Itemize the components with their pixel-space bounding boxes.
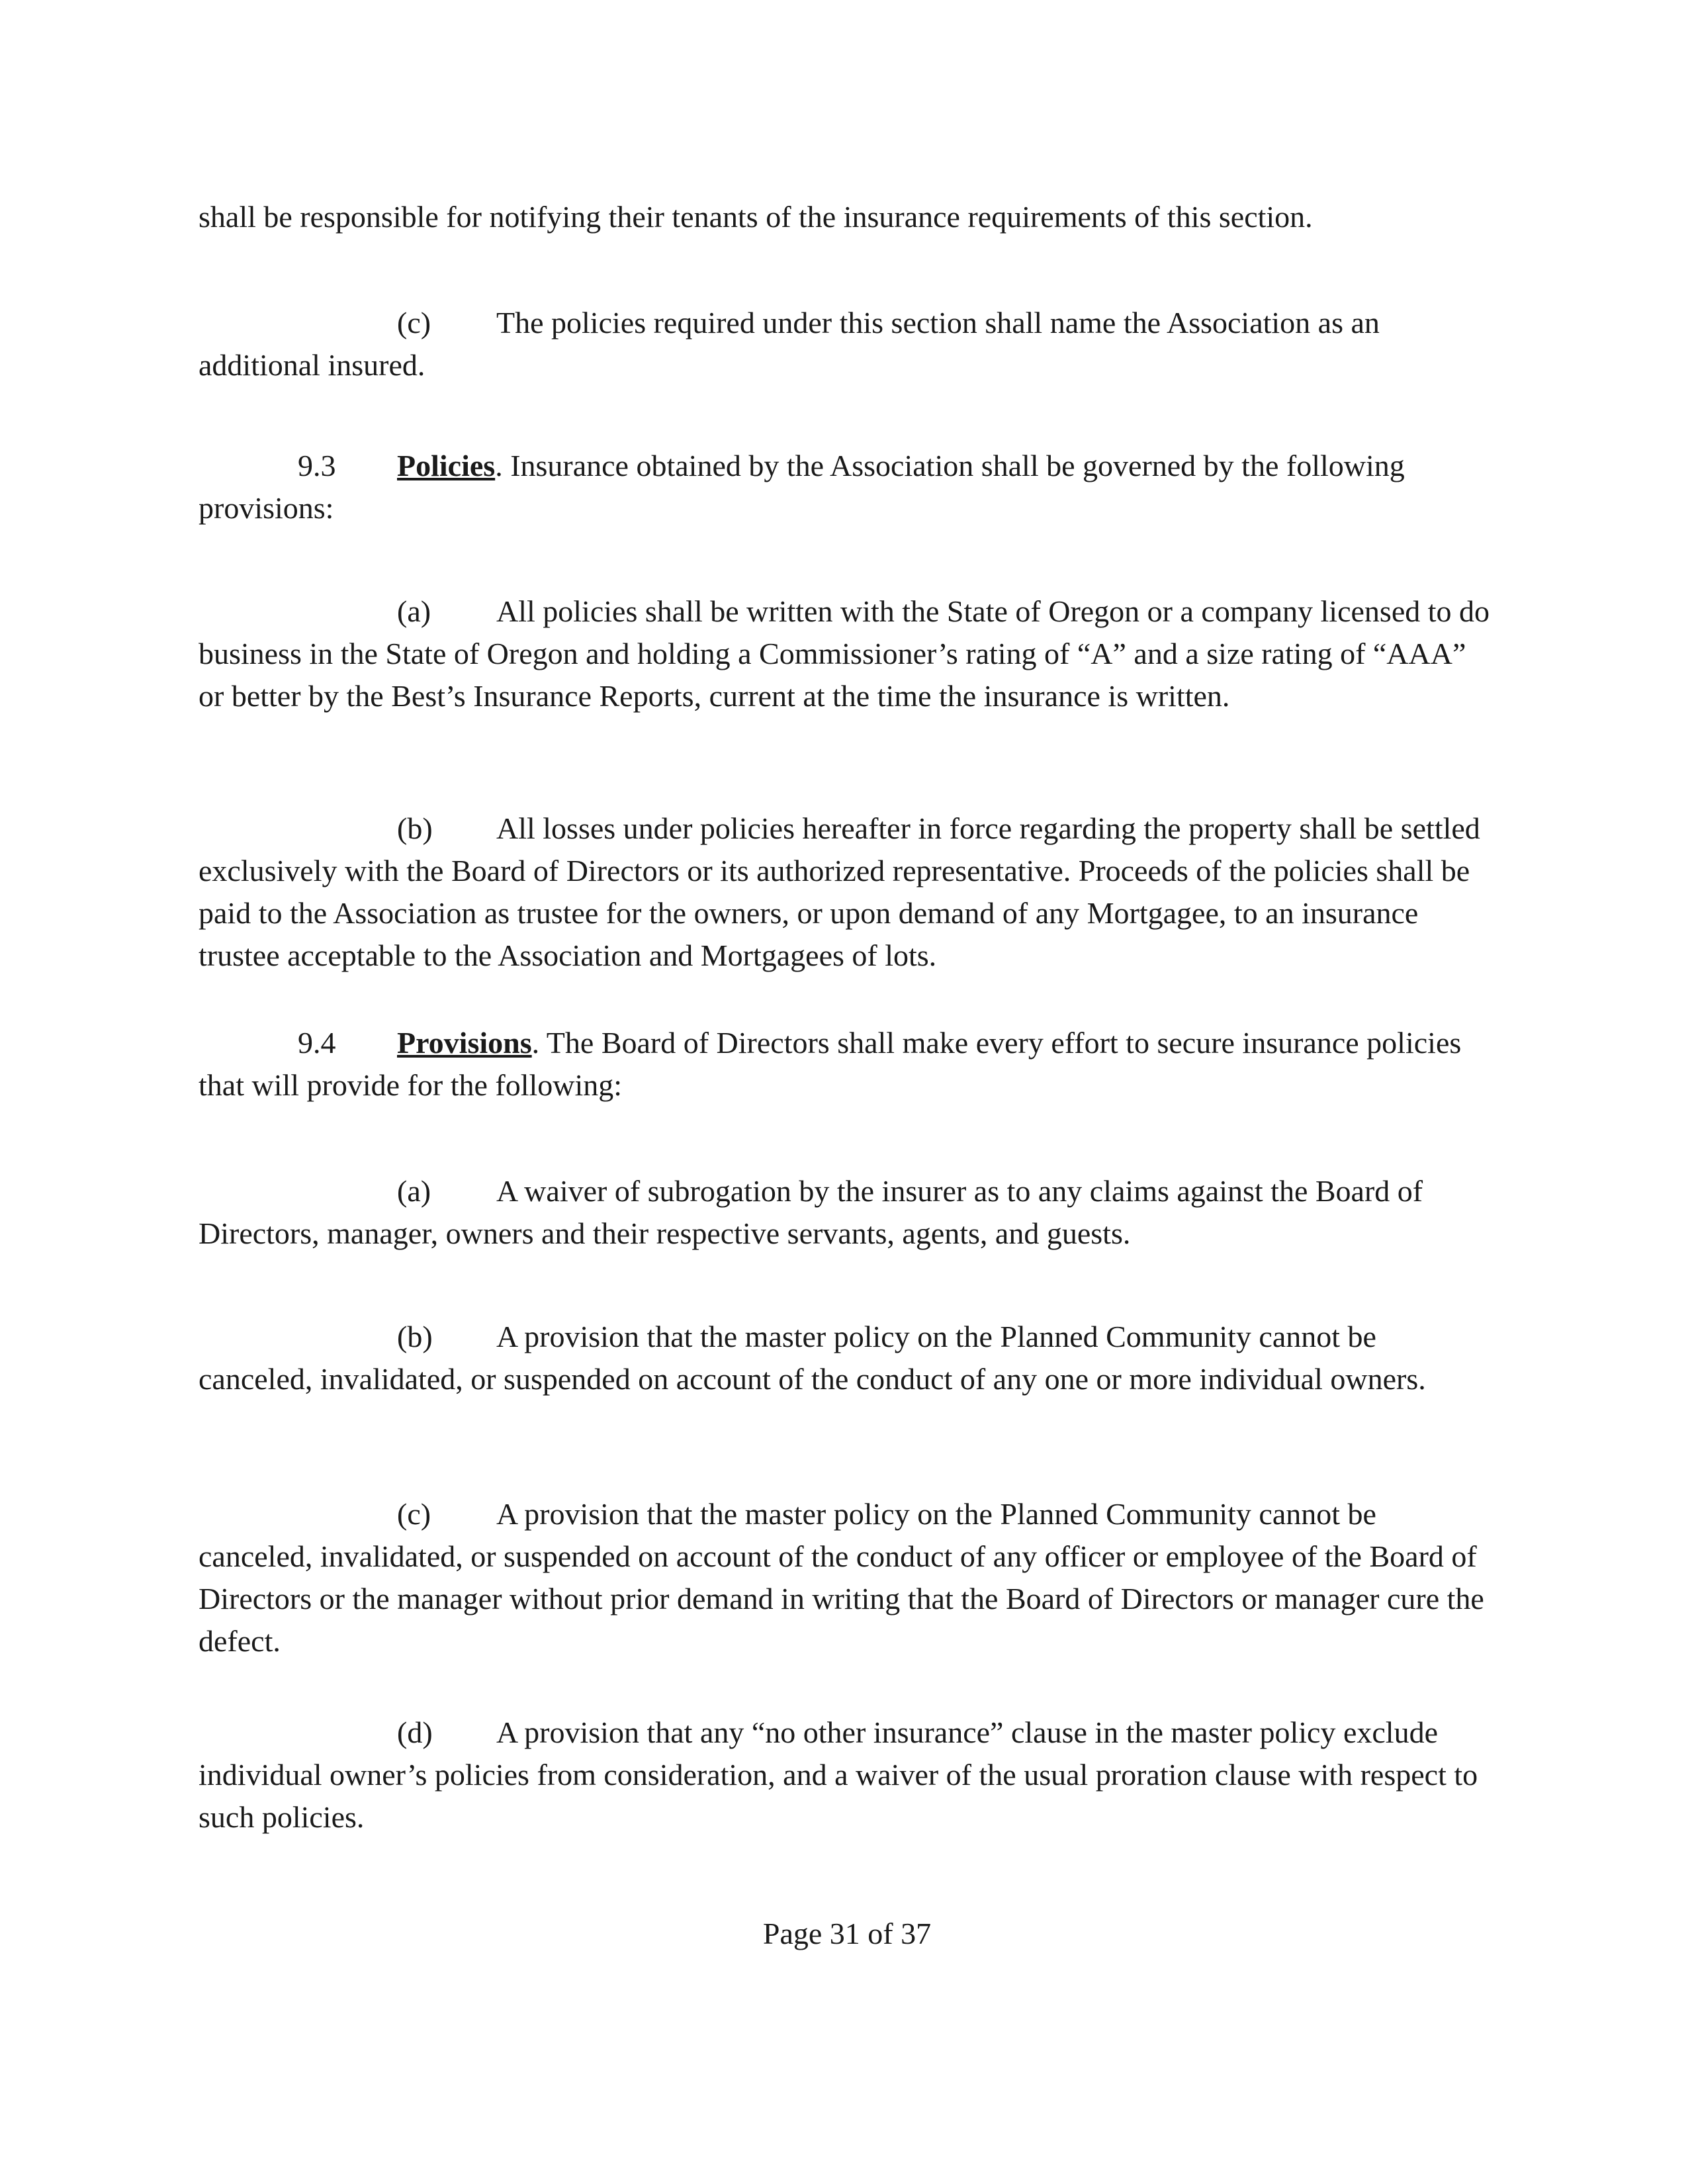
section-heading: Provisions	[397, 1026, 532, 1060]
paragraph-text: All policies shall be written with the State of Oregon or a company licensed to do business in the State of Oregon and holding a Commissioner’s rating of “A” and a size rating of “AAA” or better by the Best’s Insurance Reports, current at the time the insurance is written.	[199, 594, 1490, 713]
subsection-label: (a)	[397, 594, 431, 628]
subsection-label: (b)	[397, 811, 433, 845]
paragraph-text: A provision that the master policy on the Planned Community cannot be canceled, invalidated, or suspended on account of the conduct of any officer or employee of the Board of Directors or the manager without prior demand in writing that the Board of Directors or manager cure the defect.	[199, 1497, 1484, 1658]
paragraph-9-4-c	[199, 1493, 1495, 1662]
paragraph-text: shall be responsible for notifying their tenants of the insurance requirements of this section.	[199, 200, 1313, 234]
subsection-label: (b)	[397, 1320, 433, 1353]
subsection-label: (d)	[397, 1715, 433, 1749]
paragraph-continuation	[199, 196, 1495, 238]
section-9-3	[199, 445, 1495, 529]
paragraph-9-4-b	[199, 1316, 1495, 1400]
subsection-label: (a)	[397, 1174, 431, 1208]
paragraph-9-3-b	[199, 807, 1495, 977]
subsection-label: (c)	[397, 306, 431, 340]
paragraph-9-4-a	[199, 1170, 1495, 1255]
paragraph-text: . Insurance obtained by the Association shall be governed by the following provisions:	[199, 449, 1405, 525]
paragraph-9-2-c	[199, 302, 1495, 387]
section-number: 9.3	[298, 449, 336, 482]
paragraph-text: . The Board of Directors shall make every effort to secure insurance policies that will provide for the following:	[199, 1026, 1462, 1102]
paragraph-9-4-d	[199, 1711, 1495, 1839]
paragraph-text: A provision that the master policy on the Planned Community cannot be canceled, invalidated, or suspended on account of the conduct of any one or more individual owners.	[199, 1320, 1426, 1396]
paragraph-9-3-a	[199, 590, 1495, 717]
paragraph-text: A waiver of subrogation by the insurer as to any claims against the Board of Directors, manager, owners and their respective servants, agents, and guests.	[199, 1174, 1423, 1250]
subsection-label: (c)	[397, 1497, 431, 1531]
paragraph-text: A provision that any “no other insurance” clause in the master policy exclude individual owner’s policies from consideration, and a waiver of the usual proration clause with respect to such policies.	[199, 1715, 1478, 1834]
section-number: 9.4	[298, 1026, 336, 1060]
paragraph-text: All losses under policies hereafter in force regarding the property shall be settled exclusively with the Board of Directors or its authorized representative. Proceeds of the policies shall be paid to the Association as trustee for the owners, or upon demand of any Mortgagee, to an insurance trustee acceptable to the Association and Mortgagees of lots.	[199, 811, 1480, 972]
section-9-4	[199, 1022, 1495, 1107]
section-heading: Policies	[397, 449, 496, 482]
paragraph-text: The policies required under this section shall name the Association as an additional insured.	[199, 306, 1380, 382]
page-number-footer: Page 31 of 37	[762, 1917, 932, 1950]
